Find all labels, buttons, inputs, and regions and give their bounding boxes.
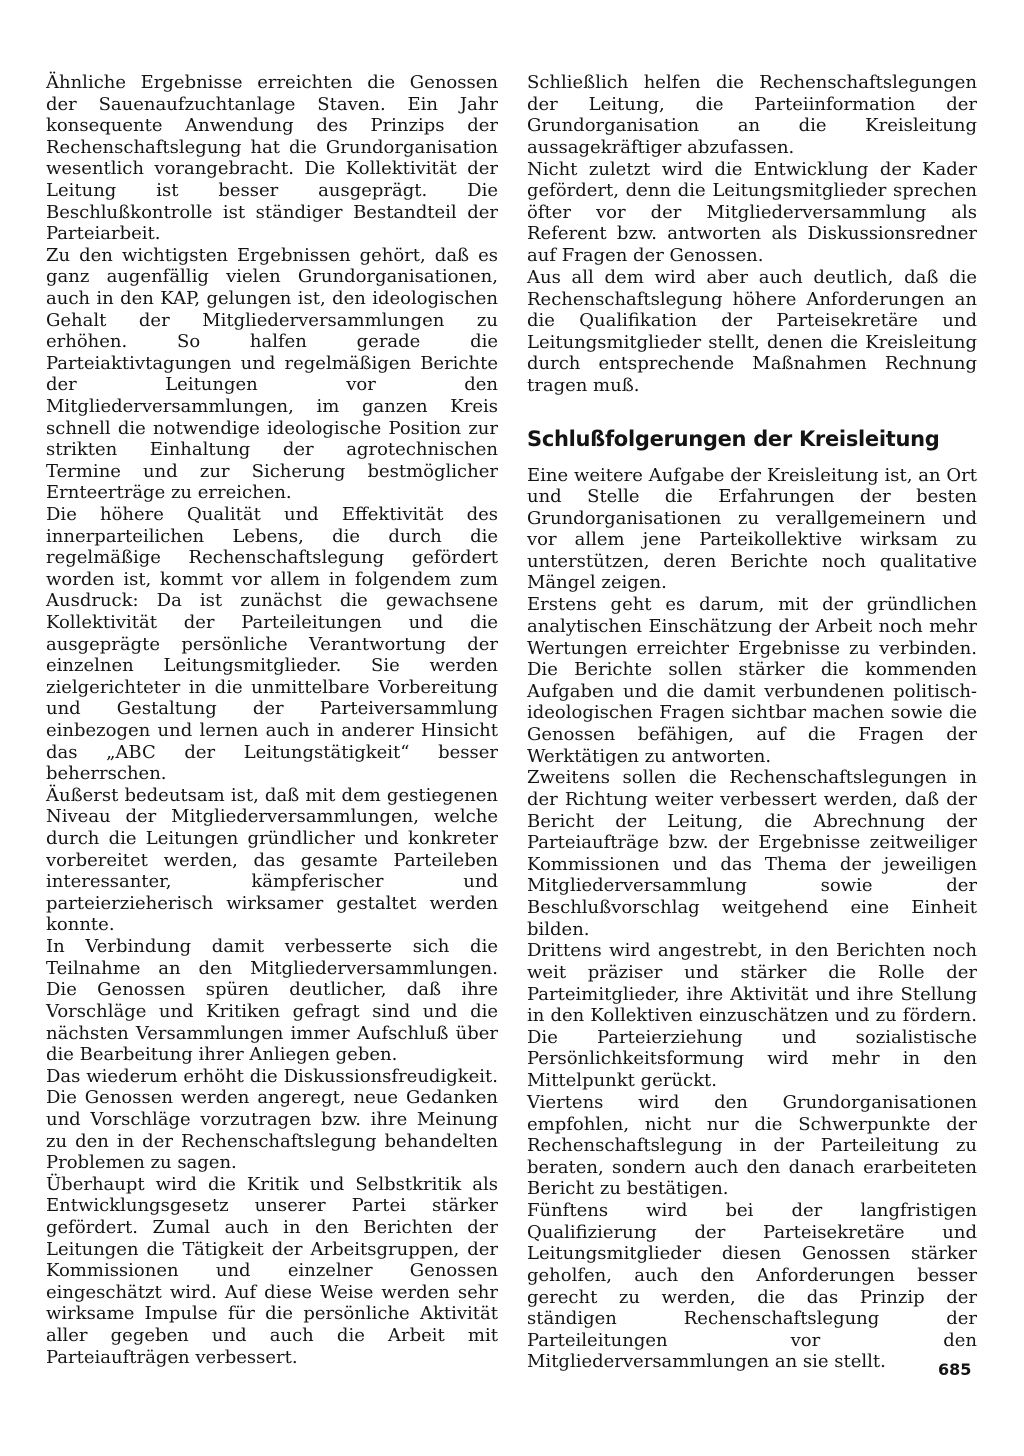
paragraph: Schließlich helfen die Rechenschaftslegungen der Leitung, die Parteiinformation der Grundorganisation an die Kreisleitung aussagekräftiger abzufassen. [527,72,977,158]
page-number: 685 [938,1360,972,1379]
paragraph: Zu den wichtigsten Ergebnissen gehört, daß es ganz augenfällig vielen Grundorganisationen, auch in den KAP, gelungen ist, den ideologischen Gehalt der Mitgliederversammlungen zu erhöhen. So halfen gerade die Parteiaktivtagungen und regelmäßigen Berichte der Leitungen vor den Mitgliederversammlungen, im ganzen Kreis schnell die notwendige ideologische Position zur strikten Einhaltung der agrotechnischen Termine und zur Sicherung bestmöglicher Ernteerträge zu erreichen. [46,244,498,504]
paragraph: Die höhere Qualität und Effektivität des innerparteilichen Lebens, die durch die regelmäßige Rechenschaftslegung gefördert worden ist, kommt vor allem in folgendem zum Ausdruck: Da ist zunächst die gewachsene Kollektivität der Parteileitungen und die ausgeprägte persönliche Verantwortung der einzelnen Leitungsmitglieder. Sie werden zielgerichteter in die unmittelbare Vorbereitung und Gestaltung der Parteiversammlung einbezogen und lernen auch in anderer Hinsicht das „ABC der Leitungstätigkeit“ besser beherrschen. [46,504,498,785]
paragraph: Zweitens sollen die Rechenschaftslegungen in der Richtung weiter verbessert werden, daß der Bericht der Leitung, die Abrechnung der Parteiaufträge bzw. der Ergebnisse zeitweiliger Kommissionen und das Thema der jeweiligen Mitgliederversammlung sowie der Beschlußvorschlag weitgehend eine Einheit bilden. [527,767,977,940]
paragraph: Fünftens wird bei der langfristigen Qualifizierung der Parteisekretäre und Leitungsmitglieder diesen Genossen stärker geholfen, auch den Anforderungen besser gerecht zu werden, die das Prinzip der ständigen Rechenschaftslegung der Parteileitungen vor den Mitgliederversammlungen an sie stellt. [527,1200,977,1373]
paragraph: Aus all dem wird aber auch deutlich, daß die Rechenschaftslegung höhere Anforderungen an die Qualifikation der Parteisekretäre und Leitungsmitglieder stellt, denen die Kreisleitung durch entsprechende Maßnahmen Rechnung tragen muß. [527,266,977,396]
left-column [46,72,498,1368]
paragraph: Äußerst bedeutsam ist, daß mit dem gestiegenen Niveau der Mitgliederversammlungen, welche durch die Leitungen gründlicher und konkreter vorbereitet werden, das gesamte Parteileben interessanter, kämpferischer und parteierzieherisch wirksamer gestaltet werden konnte. [46,784,498,936]
paragraph: Überhaupt wird die Kritik und Selbstkritik als Entwicklungsgesetz unserer Partei stärker gefördert. Zumal auch in den Berichten der Leitungen die Tätigkeit der Arbeitsgruppen, der Kommissionen und einzelner Genossen eingeschätzt wird. Auf diese Weise werden sehr wirksame Impulse für die persönliche Aktivität aller gegeben und auch die Arbeit mit Parteiaufträgen verbessert. [46,1173,498,1368]
paragraph: In Verbindung damit verbesserte sich die Teilnahme an den Mitgliederversammlungen. Die Genossen spüren deutlicher, daß ihre Vorschläge und Kritiken gefragt sind und die nächsten Versammlungen immer Aufschluß über die Bearbeitung ihrer Anliegen geben. [46,936,498,1066]
section-heading: Schlußfolgerungen der Kreisleitung [527,426,940,451]
paragraph: Drittens wird angestrebt, in den Berichten noch weit präziser und stärker die Rolle der Parteimitglieder, ihre Aktivität und ihre Stellung in den Kollektiven einzuschätzen und zu fördern. Die Parteierziehung und sozialistische Persönlichkeitsformung wird mehr in den Mittelpunkt gerückt. [527,940,977,1092]
paragraph: Nicht zuletzt wird die Entwicklung der Kader gefördert, denn die Leitungsmitglieder sprechen öfter vor der Mitgliederversammlung als Referent bzw. antworten als Diskussionsredner auf Fragen der Genossen. [527,158,977,267]
right-column [527,72,977,1373]
paragraph: Eine weitere Aufgabe der Kreisleitung ist, an Ort und Stelle die Erfahrungen der besten Grundorganisationen zu verallgemeinern und vor allem jene Parteikollektive wirksam zu unterstützen, deren Berichte noch qualitative Mängel zeigen. [527,464,977,594]
paragraph: Ähnliche Ergebnisse erreichten die Genossen der Sauenaufzuchtanlage Staven. Ein Jahr konsequente Anwendung des Prinzips der Rechenschaftslegung hat die Grundorganisation wesentlich vorangebracht. Die Kollektivität der Leitung ist besser ausgeprägt. Die Beschlußkontrolle ist ständiger Bestandteil der Parteiarbeit. [46,72,498,245]
paragraph: Viertens wird den Grundorganisationen empfohlen, nicht nur die Schwerpunkte der Rechenschaftslegung in der Parteileitung zu beraten, sondern auch den danach erarbeiteten Bericht zu bestätigen. [527,1091,977,1200]
paragraph: Das wiederum erhöht die Diskussionsfreudigkeit. Die Genossen werden angeregt, neue Gedanken und Vorschläge vorzutragen bzw. ihre Meinung zu den in der Rechenschaftslegung behandelten Problemen zu sagen. [46,1065,498,1174]
paragraph: Erstens geht es darum, mit der gründlichen analytischen Einschätzung der Arbeit noch mehr Wertungen erreichter Ergebnisse zu verbinden. Die Berichte sollen stärker die kommenden Aufgaben und die damit verbundenen politisch-ideologischen Fragen sichtbar machen sowie die Genossen befähigen, auf die Fragen der Werktätigen zu antworten. [527,594,977,767]
